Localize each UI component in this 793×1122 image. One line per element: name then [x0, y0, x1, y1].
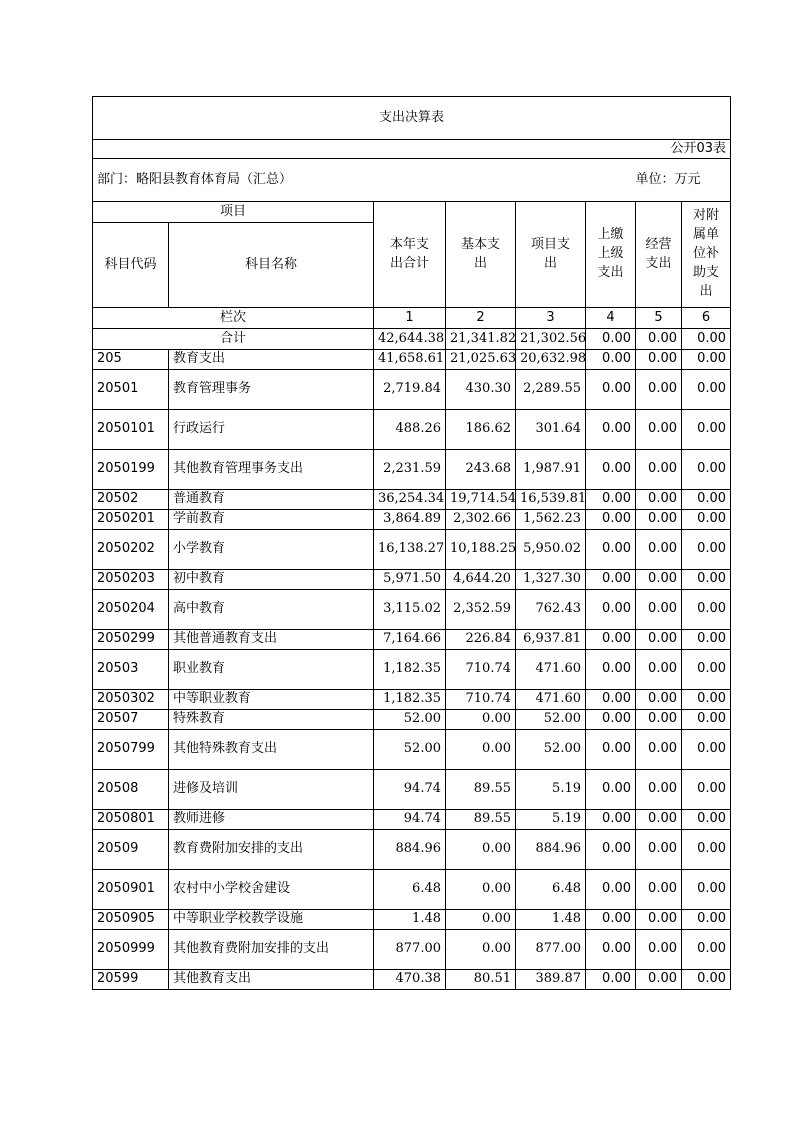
amount-cell: 0.00: [636, 510, 682, 530]
amount-cell: 0.00: [636, 570, 682, 590]
subject-name: 中等职业教育: [169, 690, 374, 710]
amount-cell: 0.00: [682, 930, 731, 970]
column-index: 4: [586, 308, 636, 329]
amount-cell: 0.00: [636, 350, 682, 370]
subject-code: 20501: [93, 370, 169, 410]
amount-cell: 16,539.81: [516, 490, 586, 510]
amount-cell: 710.74: [446, 650, 516, 690]
amount-cell: 0.00: [586, 910, 636, 930]
header-basic: 基本支出: [446, 202, 516, 308]
amount-cell: 0.00: [586, 650, 636, 690]
amount-cell: 6.48: [374, 870, 446, 910]
amount-cell: 94.74: [374, 770, 446, 810]
amount-cell: 471.60: [516, 650, 586, 690]
subject-name: 教育支出: [169, 350, 374, 370]
amount-cell: 0.00: [636, 970, 682, 990]
table-row: [93, 570, 731, 590]
amount-cell: 0.00: [586, 710, 636, 730]
amount-cell: 41,658.61: [374, 350, 446, 370]
amount-cell: 0.00: [586, 570, 636, 590]
table-row: [93, 830, 731, 870]
amount-cell: 2,289.55: [516, 370, 586, 410]
amount-cell: 1,562.23: [516, 510, 586, 530]
amount-cell: 7,164.66: [374, 630, 446, 650]
amount-cell: 0.00: [636, 870, 682, 910]
table-row: [93, 590, 731, 630]
sum-value: 21,302.56: [516, 329, 586, 350]
amount-cell: 0.00: [682, 350, 731, 370]
subject-name: 学前教育: [169, 510, 374, 530]
amount-cell: 1,182.35: [374, 690, 446, 710]
sum-label: 合计: [93, 329, 374, 350]
expenditure-table: [92, 96, 731, 990]
amount-cell: 5,950.02: [516, 530, 586, 570]
subject-code: 2050999: [93, 930, 169, 970]
amount-cell: 0.00: [446, 870, 516, 910]
amount-cell: 0.00: [636, 690, 682, 710]
amount-cell: 762.43: [516, 590, 586, 630]
amount-cell: 0.00: [636, 930, 682, 970]
amount-cell: 0.00: [636, 530, 682, 570]
table-row: [93, 630, 731, 650]
amount-cell: 0.00: [586, 350, 636, 370]
table-row: [93, 710, 731, 730]
amount-cell: 0.00: [586, 370, 636, 410]
amount-cell: 2,352.59: [446, 590, 516, 630]
amount-cell: 0.00: [682, 810, 731, 830]
amount-cell: 2,302.66: [446, 510, 516, 530]
amount-cell: 243.68: [446, 450, 516, 490]
subject-name: 其他特殊教育支出: [169, 730, 374, 770]
amount-cell: 89.55: [446, 770, 516, 810]
amount-cell: 301.64: [516, 410, 586, 450]
amount-cell: 877.00: [516, 930, 586, 970]
amount-cell: 16,138.27: [374, 530, 446, 570]
table-row: [93, 690, 731, 710]
amount-cell: 470.38: [374, 970, 446, 990]
amount-cell: 389.87: [516, 970, 586, 990]
amount-cell: 0.00: [586, 510, 636, 530]
amount-cell: 0.00: [586, 590, 636, 630]
subject-name: 其他普通教育支出: [169, 630, 374, 650]
subject-code: 2050201: [93, 510, 169, 530]
table-row: [93, 810, 731, 830]
sum-row: [93, 329, 731, 350]
header-code: 科目代码: [93, 223, 169, 308]
amount-cell: 94.74: [374, 810, 446, 830]
amount-cell: 52.00: [374, 730, 446, 770]
subject-code: 2050302: [93, 690, 169, 710]
amount-cell: 0.00: [586, 450, 636, 490]
amount-cell: 0.00: [682, 570, 731, 590]
subject-code: 2050101: [93, 410, 169, 450]
column-index: 2: [446, 308, 516, 329]
subject-code: 2050801: [93, 810, 169, 830]
amount-cell: 0.00: [446, 730, 516, 770]
amount-cell: 0.00: [682, 870, 731, 910]
table-row: [93, 910, 731, 930]
page-title: 支出决算表: [93, 97, 731, 140]
unit-label: 单位：万元: [636, 159, 731, 202]
amount-cell: 0.00: [586, 970, 636, 990]
amount-cell: 0.00: [446, 710, 516, 730]
amount-cell: 10,188.25: [446, 530, 516, 570]
subject-name: 教育管理事务: [169, 370, 374, 410]
table-row: [93, 530, 731, 570]
amount-cell: 0.00: [446, 830, 516, 870]
amount-cell: 471.60: [516, 690, 586, 710]
sum-value: 0.00: [636, 329, 682, 350]
amount-cell: 0.00: [586, 530, 636, 570]
amount-cell: 19,714.54: [446, 490, 516, 510]
department-label: 部门：略阳县教育体育局（汇总）: [93, 159, 636, 202]
subject-name: 小学教育: [169, 530, 374, 570]
sum-value: 0.00: [586, 329, 636, 350]
amount-cell: 0.00: [682, 370, 731, 410]
amount-cell: 0.00: [682, 530, 731, 570]
table-row: [93, 370, 731, 410]
amount-cell: 0.00: [586, 930, 636, 970]
table-row: [93, 350, 731, 370]
amount-cell: 0.00: [446, 910, 516, 930]
amount-cell: 0.00: [586, 730, 636, 770]
column-index: 1: [374, 308, 446, 329]
amount-cell: 430.30: [446, 370, 516, 410]
amount-cell: 0.00: [586, 630, 636, 650]
amount-cell: 0.00: [636, 450, 682, 490]
amount-cell: 0.00: [682, 590, 731, 630]
table-row: [93, 930, 731, 970]
subject-code: 20507: [93, 710, 169, 730]
amount-cell: 884.96: [516, 830, 586, 870]
form-code: 公开03表: [93, 140, 731, 159]
amount-cell: 0.00: [682, 690, 731, 710]
amount-cell: 0.00: [636, 730, 682, 770]
amount-cell: 4,644.20: [446, 570, 516, 590]
table-row: [93, 650, 731, 690]
amount-cell: 0.00: [682, 510, 731, 530]
subject-code: 20599: [93, 970, 169, 990]
header-subsidy: 对附属单位补助支出: [682, 202, 731, 308]
amount-cell: 2,231.59: [374, 450, 446, 490]
amount-cell: 0.00: [682, 410, 731, 450]
table-row: [93, 510, 731, 530]
subject-name: 特殊教育: [169, 710, 374, 730]
subject-name: 进修及培训: [169, 770, 374, 810]
sum-value: 42,644.38: [374, 329, 446, 350]
column-index: 3: [516, 308, 586, 329]
amount-cell: 0.00: [586, 410, 636, 450]
table-row: [93, 970, 731, 990]
amount-cell: 89.55: [446, 810, 516, 830]
amount-cell: 1.48: [374, 910, 446, 930]
subject-code: 205: [93, 350, 169, 370]
amount-cell: 226.84: [446, 630, 516, 650]
amount-cell: 1.48: [516, 910, 586, 930]
subject-code: 2050299: [93, 630, 169, 650]
table-row: [93, 870, 731, 910]
subject-code: 20509: [93, 830, 169, 870]
amount-cell: 0.00: [586, 870, 636, 910]
header-total: 本年支出合计: [374, 202, 446, 308]
amount-cell: 52.00: [516, 710, 586, 730]
amount-cell: 21,025.63: [446, 350, 516, 370]
amount-cell: 1,327.30: [516, 570, 586, 590]
subject-code: 2050203: [93, 570, 169, 590]
amount-cell: 5,971.50: [374, 570, 446, 590]
subject-name: 教育费附加安排的支出: [169, 830, 374, 870]
subject-code: 20503: [93, 650, 169, 690]
subject-name: 教师进修: [169, 810, 374, 830]
amount-cell: 0.00: [586, 770, 636, 810]
amount-cell: 0.00: [636, 410, 682, 450]
amount-cell: 6,937.81: [516, 630, 586, 650]
subject-name: 农村中小学校舍建设: [169, 870, 374, 910]
column-index: 6: [682, 308, 731, 329]
amount-cell: 0.00: [682, 450, 731, 490]
amount-cell: 3,115.02: [374, 590, 446, 630]
column-index-row: [93, 308, 731, 329]
amount-cell: 0.00: [636, 630, 682, 650]
amount-cell: 52.00: [516, 730, 586, 770]
amount-cell: 0.00: [682, 770, 731, 810]
amount-cell: 0.00: [636, 710, 682, 730]
table-row: [93, 450, 731, 490]
subject-code: 2050799: [93, 730, 169, 770]
amount-cell: 710.74: [446, 690, 516, 710]
subject-code: 2050202: [93, 530, 169, 570]
amount-cell: 6.48: [516, 870, 586, 910]
amount-cell: 0.00: [682, 730, 731, 770]
amount-cell: 0.00: [586, 830, 636, 870]
amount-cell: 0.00: [682, 490, 731, 510]
table-row: [93, 770, 731, 810]
column-index-label: 栏次: [93, 308, 374, 329]
amount-cell: 0.00: [682, 910, 731, 930]
subject-name: 中等职业学校教学设施: [169, 910, 374, 930]
subject-name: 其他教育支出: [169, 970, 374, 990]
amount-cell: 0.00: [636, 590, 682, 630]
subject-code: 20508: [93, 770, 169, 810]
sum-value: 0.00: [682, 329, 731, 350]
amount-cell: 0.00: [636, 810, 682, 830]
subject-name: 初中教育: [169, 570, 374, 590]
amount-cell: 80.51: [446, 970, 516, 990]
subject-name: 其他教育管理事务支出: [169, 450, 374, 490]
header-project: 项目支出: [516, 202, 586, 308]
subject-code: 2050901: [93, 870, 169, 910]
subject-name: 普通教育: [169, 490, 374, 510]
column-index: 5: [636, 308, 682, 329]
subject-code: 2050204: [93, 590, 169, 630]
amount-cell: 884.96: [374, 830, 446, 870]
amount-cell: 0.00: [446, 930, 516, 970]
amount-cell: 2,719.84: [374, 370, 446, 410]
amount-cell: 5.19: [516, 770, 586, 810]
subject-code: 2050905: [93, 910, 169, 930]
amount-cell: 52.00: [374, 710, 446, 730]
amount-cell: 0.00: [636, 910, 682, 930]
amount-cell: 488.26: [374, 410, 446, 450]
amount-cell: 0.00: [636, 830, 682, 870]
subject-name: 其他教育费附加安排的支出: [169, 930, 374, 970]
table-row: [93, 410, 731, 450]
amount-cell: 5.19: [516, 810, 586, 830]
amount-cell: 36,254.34: [374, 490, 446, 510]
subject-name: 行政运行: [169, 410, 374, 450]
amount-cell: 877.00: [374, 930, 446, 970]
amount-cell: 20,632.98: [516, 350, 586, 370]
subject-name: 职业教育: [169, 650, 374, 690]
amount-cell: 0.00: [682, 630, 731, 650]
header-name: 科目名称: [169, 223, 374, 308]
table-row: [93, 490, 731, 510]
subject-code: 20502: [93, 490, 169, 510]
amount-cell: 0.00: [682, 830, 731, 870]
amount-cell: 186.62: [446, 410, 516, 450]
amount-cell: 0.00: [682, 710, 731, 730]
amount-cell: 0.00: [586, 690, 636, 710]
header-business: 经营支出: [636, 202, 682, 308]
table-row: [93, 730, 731, 770]
amount-cell: 0.00: [586, 810, 636, 830]
sum-value: 21,341.82: [446, 329, 516, 350]
amount-cell: 0.00: [636, 770, 682, 810]
amount-cell: 1,987.91: [516, 450, 586, 490]
amount-cell: 0.00: [636, 490, 682, 510]
amount-cell: 0.00: [586, 490, 636, 510]
amount-cell: 0.00: [636, 650, 682, 690]
amount-cell: 3,864.89: [374, 510, 446, 530]
amount-cell: 0.00: [636, 370, 682, 410]
subject-name: 高中教育: [169, 590, 374, 630]
subject-code: 2050199: [93, 450, 169, 490]
header-item-group: 项目: [93, 202, 374, 223]
amount-cell: 0.00: [682, 970, 731, 990]
header-upper: 上缴上级支出: [586, 202, 636, 308]
amount-cell: 0.00: [682, 650, 731, 690]
amount-cell: 1,182.35: [374, 650, 446, 690]
